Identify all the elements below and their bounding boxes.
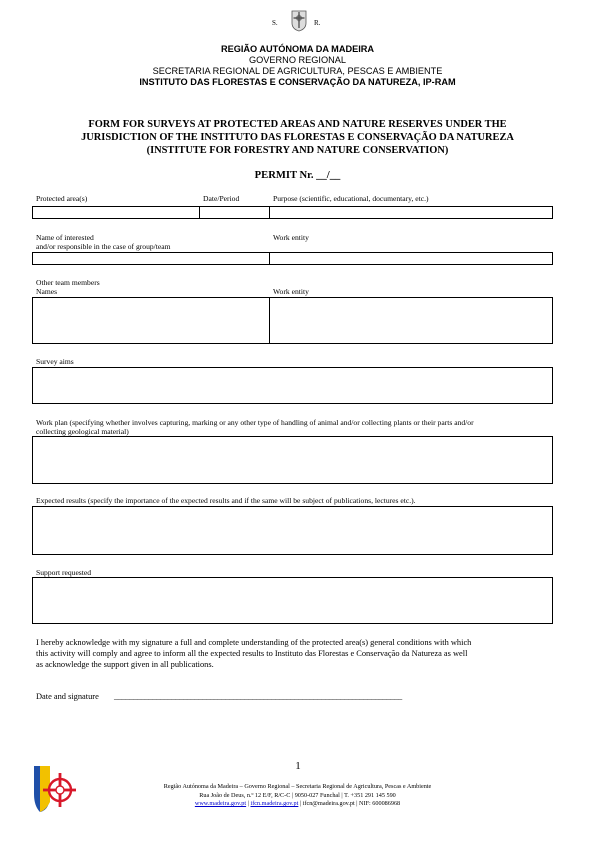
protected-areas-field[interactable] xyxy=(32,206,200,219)
work-entity-label-2: Work entity xyxy=(273,287,309,296)
signature-line[interactable]: ___________________________________________________________________________ xyxy=(114,692,402,701)
crest xyxy=(270,10,326,32)
expected-results-label: Expected results (specify the importance of the expected results and if the same will be subject of publications, lectures etc.). xyxy=(36,496,416,505)
footer-separator: | xyxy=(246,800,251,807)
work-plan-label-1: Work plan (specifying whether involves capturing, marking or any other type of handling of animal and/or collecting plants or their parts and/or xyxy=(36,418,474,427)
header-line-4: INSTITUTO DAS FLORESTAS E CONSERVAÇÃO DA NATUREZA, IP-RAM xyxy=(139,77,456,87)
support-requested-field[interactable] xyxy=(32,577,553,624)
date-period-field[interactable] xyxy=(199,206,270,219)
work-entity-label: Work entity xyxy=(273,233,309,242)
purpose-field[interactable] xyxy=(269,206,553,219)
form-title-line-2: JURISDICTION OF THE INSTITUTO DAS FLORESTAS E CONSERVAÇÃO DA NATUREZA xyxy=(81,132,514,143)
madeira-gov-link[interactable]: www.madeira.gov.pt xyxy=(194,800,247,807)
names-label: Names xyxy=(36,287,58,296)
survey-aims-field[interactable] xyxy=(32,367,553,404)
work-plan-field[interactable] xyxy=(32,436,553,484)
header-line-2: GOVERNO REGIONAL xyxy=(249,55,346,65)
header-line-1: REGIÃO AUTÓNOMA DA MADEIRA xyxy=(220,44,375,54)
form-title-line-3: (INSTITUTE FOR FORESTRY AND NATURE CONSERVATION) xyxy=(146,145,449,156)
name-interested-label-2: and/or responsible in the case of group/team xyxy=(36,242,171,251)
acknowledgement-line-2: this activity will comply and agree to inform all the expected results to Instituto das Florestas e Conservação da Natureza as well xyxy=(36,649,468,658)
header-line-3: SECRETARIA REGIONAL DE AGRICULTURA, PESCAS E AMBIENTE xyxy=(152,66,443,76)
survey-aims-label: Survey aims xyxy=(36,357,74,366)
crest-left-letter: S. xyxy=(272,19,278,27)
footer-line-2: Rua João de Deus, n.º 12 E/F, R/C-C | 9050-027 Funchal | T. +351 291 145 590 xyxy=(199,792,396,799)
footer-line-1: Região Autónoma da Madeira – Governo Regional – Secretaria Regional de Agricultura, Pescas e Ambiente xyxy=(163,783,432,790)
support-requested-label: Support requested xyxy=(36,568,92,577)
protected-areas-label: Protected area(s) xyxy=(36,194,88,203)
acknowledgement-line-3: as acknowledge the support given in all publications. xyxy=(36,660,214,669)
expected-results-field[interactable] xyxy=(32,506,553,555)
page-number: 1 xyxy=(295,760,301,772)
team-names-field[interactable] xyxy=(32,297,270,344)
name-interested-field[interactable] xyxy=(32,252,270,265)
purpose-label: Purpose (scientific, educational, documentary, etc.) xyxy=(273,194,429,203)
date-signature-label: Date and signature xyxy=(36,692,99,701)
date-period-label: Date/Period xyxy=(203,194,240,203)
crest-right-letter: R. xyxy=(314,19,321,27)
other-team-members-label: Other team members xyxy=(36,278,100,287)
form-title-line-1: FORM FOR SURVEYS AT PROTECTED AREAS AND NATURE RESERVES UNDER THE xyxy=(88,119,507,130)
permit-number: PERMIT Nr. __/__ xyxy=(254,170,341,181)
footer-contact: | ifcn@madeira.gov.pt | NIF: 600086968 xyxy=(298,800,401,807)
name-interested-label-1: Name of interested xyxy=(36,233,94,242)
work-plan-label-2: collecting geological material) xyxy=(36,427,129,436)
acknowledgement-line-1: I hereby acknowledge with my signature a full and complete understanding of the protected area(s) general conditions with which xyxy=(36,638,472,647)
acknowledgement-text xyxy=(36,637,560,670)
work-entity-field[interactable] xyxy=(269,252,553,265)
footer-line-3 xyxy=(100,800,495,808)
madeira-government-logo-icon xyxy=(32,764,76,814)
coat-of-arms-icon xyxy=(291,10,307,32)
ifcn-link[interactable]: ifcn.madeira.gov.pt xyxy=(250,800,299,807)
team-work-entity-field[interactable] xyxy=(269,297,553,344)
